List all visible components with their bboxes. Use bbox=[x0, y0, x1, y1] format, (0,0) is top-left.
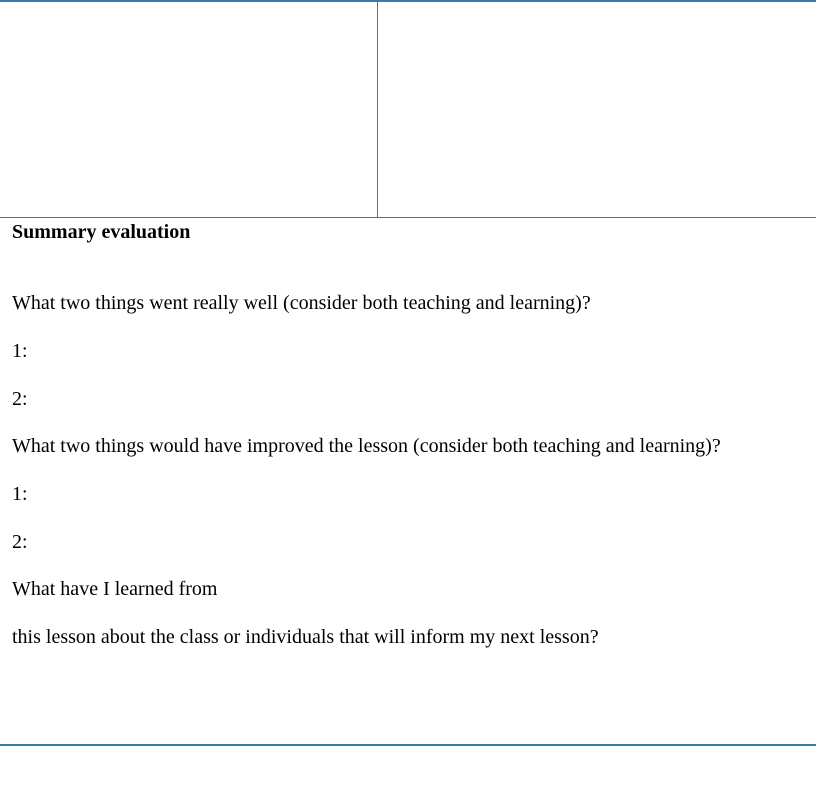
went-well-answer-2-label: 2: bbox=[12, 388, 28, 410]
improve-answer-1-label: 1: bbox=[12, 483, 28, 505]
empty-table-cell-right[interactable] bbox=[378, 2, 816, 217]
table-row-divider bbox=[0, 217, 816, 218]
question-learned-line-1: What have I learned from bbox=[12, 578, 218, 600]
improve-answer-2-label: 2: bbox=[12, 531, 28, 553]
went-well-answer-1-label: 1: bbox=[12, 340, 28, 362]
question-improve: What two things would have improved the lesson (consider both teaching and learning)? bbox=[12, 435, 721, 457]
question-went-well: What two things went really well (consider both teaching and learning)? bbox=[12, 292, 591, 314]
summary-evaluation-heading: Summary evaluation bbox=[12, 221, 191, 243]
table-bottom-border bbox=[0, 744, 816, 746]
question-learned-line-2: this lesson about the class or individuals that will inform my next lesson? bbox=[12, 626, 599, 648]
empty-table-cell-left[interactable] bbox=[0, 2, 377, 217]
